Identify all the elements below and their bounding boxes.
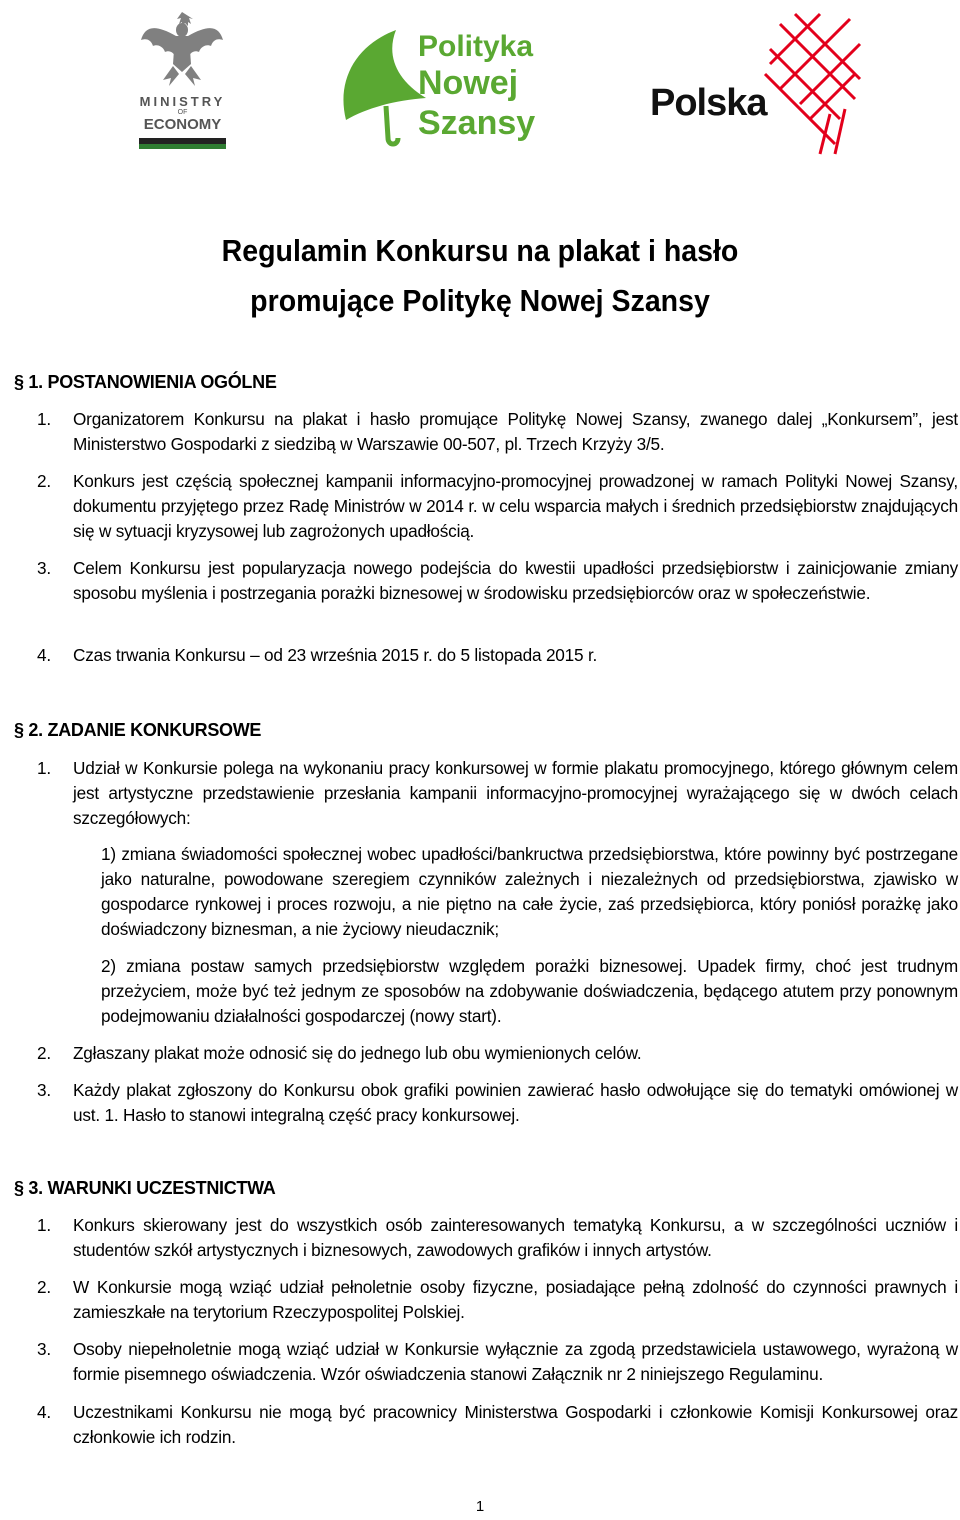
polska-wordmark: Polska (650, 82, 767, 124)
list-item (37, 1275, 958, 1325)
ministry-of-label: OF (177, 109, 188, 116)
polityka-nowej-szansy-logo (336, 20, 541, 150)
pns-line3: Szansy (418, 104, 536, 142)
polska-logo (650, 4, 875, 164)
list-item (37, 556, 958, 606)
economy-label: ECONOMY (143, 116, 222, 133)
item-text: Udział w Konkursie polega na wykonaniu pracy konkursowej w formie plakatu promocyjnego, którego głównym celem jest artystyczne przedstawienie przesłania kampanii informacyjno-promocyjnej wyrażającego się w dwóch celach szczegółowych: (73, 758, 958, 828)
item-number: 4. (37, 645, 51, 665)
item-text: Organizatorem Konkursu na plakat i hasło promujące Politykę Nowej Szansy, zwanego dalej „Konkursem”, jest Ministerstwo Gospodarki z siedzibą w Warszawie 00-507, pl. Trzech Krzyży 3/5. (73, 409, 958, 454)
document-title (38, 226, 921, 326)
ministry-label: MINISTRY (139, 94, 226, 109)
item-text: Celem Konkursu jest popularyzacja nowego podejścia do kwestii upadłości przedsiębiorstw i zainicjowanie zmiany sposobu myślenia i postrzegania porażki biznesowej w środowisku przedsiębiorców oraz w społeczeństwie. (73, 558, 958, 603)
list-item (37, 1041, 958, 1066)
item-number: 2. (37, 471, 51, 491)
item-number: 1. (37, 1215, 51, 1235)
item-text: Konkurs skierowany jest do wszystkich osób zainteresowanych tematyką Konkursu, a w szczególności uczniów i studentów szkół artystycznych i biznesowych, zawodowych grafików i innych artystów. (73, 1215, 958, 1260)
item-text: Konkurs jest częścią społecznej kampanii informacyjno-promocyjnej prowadzonej w ramach Polityki Nowej Szansy, dokumentu przyjętego przez Radę Ministrów w 2014 r. w celu wsparcia małych i średnich przedsiębiorstw znajdujących się w sytuacji kryzysowej lub zagrożonych upadłością. (73, 471, 958, 541)
list-item (37, 756, 958, 831)
logo-bar (0, 0, 960, 170)
polska-diamond-pattern-icon (760, 4, 870, 164)
sub-item: 1) zmiana świadomości społecznej wobec upadłości/bankructwa przedsiębiorstwa, które powinny być postrzegane jako naturalne, powodowane szeregiem czynników zależnych i niezależnych od przedsiębiorstwa, zjawisko w gospodarce rynkowej i proces rozwoju, a nie piętno na całe życie, zaś przedsiębiorca, który poniósł porażkę jako doświadczony biznesman, a nie życiowy nieudacznik; (101, 844, 958, 939)
pns-line1: Polityka (418, 30, 534, 63)
item-number: 2. (37, 1043, 51, 1063)
title-line-2: promujące Politykę Nowej Szansy (250, 283, 710, 318)
list-item (37, 1337, 958, 1387)
list-item (37, 643, 958, 668)
section-3-heading: § 3. WARUNKI UCZESTNICTWA (14, 1178, 276, 1198)
item-text: Każdy plakat zgłoszony do Konkursu obok grafiki powinien zawierać hasło odwołujące się do tematyki omówionej w ust. 1. Hasło to stanowi integralną część pracy konkursowej. (73, 1080, 958, 1125)
section-2-heading: § 2. ZADANIE KONKURSOWE (14, 720, 262, 740)
list-item (37, 1078, 958, 1128)
item-text: Osoby niepełnoletnie mogą wziąć udział w Konkursie wyłącznie za zgodą przedstawiciela ustawowego, wyrażoną w formie pisemnego oświadczenia. Wzór oświadczenia stanowi Załącznik nr 2 niniejszego Regulaminu. (73, 1339, 958, 1384)
sub-item: 2) zmiana postaw samych przedsiębiorstw względem porażki biznesowej. Upadek firmy, choć jest trudnym przeżyciem, może być też jednym ze sposobów na zdobywanie doświadczenia, będącego atutem przy ponownym podejmowaniu działalności gospodarczej (nowy start). (101, 956, 958, 1026)
item-text: Zgłaszany plakat może odnosić się do jednego lub obu wymienionych celów. (73, 1043, 642, 1063)
item-text: Czas trwania Konkursu – od 23 września 2015 r. do 5 listopada 2015 r. (73, 645, 598, 665)
item-number: 3. (37, 1080, 51, 1100)
item-number: 4. (37, 1402, 51, 1422)
umbrella-icon (336, 20, 426, 150)
list-item (37, 1213, 958, 1263)
item-text: W Konkursie mogą wziąć udział pełnoletnie osoby fizyczne, posiadające pełną zdolność do czynności prawnych i zamieszkałe na terytorium Rzeczypospolitej Polskiej. (73, 1277, 958, 1322)
ministry-green-stripe (139, 144, 226, 149)
item-number: 1. (37, 758, 51, 778)
list-item (37, 407, 958, 457)
item-number: 2. (37, 1277, 51, 1297)
list-item (37, 469, 958, 544)
list-item (37, 1400, 958, 1450)
item-number: 3. (37, 1339, 51, 1359)
section-1-heading: § 1. POSTANOWIENIA OGÓLNE (14, 372, 277, 392)
item-number: 3. (37, 558, 51, 578)
eagle-emblem-icon (135, 6, 230, 88)
title-line-1: Regulamin Konkursu na plakat i hasło (221, 233, 739, 268)
ministry-of-economy-logo (135, 6, 230, 156)
pns-line2: Nowej (418, 64, 519, 102)
item-text: Uczestnikami Konkursu nie mogą być pracownicy Ministerstwa Gospodarki i członkowie Komisji Konkursowej oraz członkowie ich rodzin. (73, 1402, 958, 1447)
item-number: 1. (37, 409, 51, 429)
page-number: 1 (475, 1498, 485, 1515)
